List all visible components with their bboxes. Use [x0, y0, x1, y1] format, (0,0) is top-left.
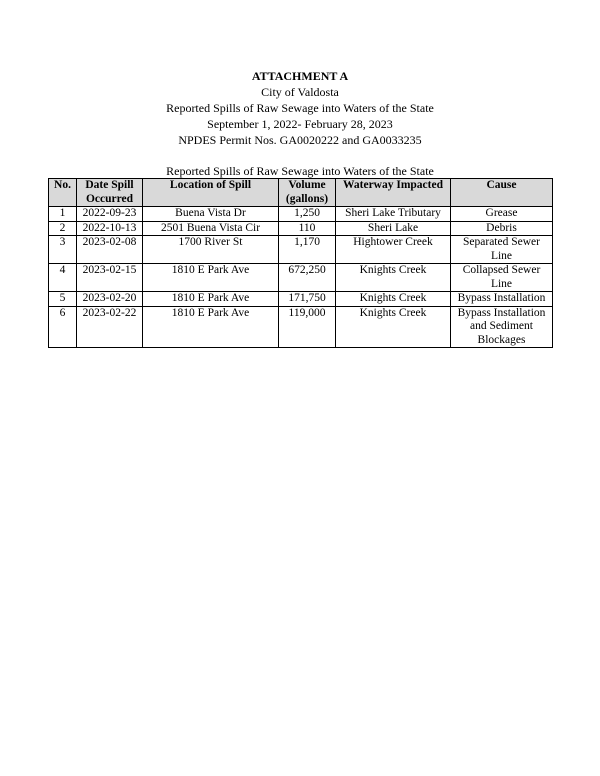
cell-location: 1810 E Park Ave [143, 306, 279, 348]
report-period: September 1, 2022- February 28, 2023 [207, 117, 393, 131]
cell-cause: Separated Sewer Line [451, 236, 553, 264]
cell-volume: 672,250 [279, 264, 336, 292]
cell-volume: 119,000 [279, 306, 336, 348]
cell-waterway: Sheri Lake [336, 221, 451, 236]
cell-volume: 110 [279, 221, 336, 236]
cell-volume: 1,170 [279, 236, 336, 264]
table-row [49, 306, 553, 348]
cell-location: 1700 River St [143, 236, 279, 264]
cell-date: 2023-02-20 [77, 292, 143, 307]
cell-date: 2022-10-13 [77, 221, 143, 236]
table-header-row [49, 179, 553, 207]
cell-volume: 171,750 [279, 292, 336, 307]
table-row [49, 221, 553, 236]
cell-date: 2023-02-15 [77, 264, 143, 292]
column-header-date: Date Spill Occurred [77, 179, 143, 207]
cell-date: 2023-02-08 [77, 236, 143, 264]
table-row [49, 264, 553, 292]
cell-no: 1 [49, 207, 77, 222]
cell-location: 1810 E Park Ave [143, 292, 279, 307]
cell-no: 5 [49, 292, 77, 307]
cell-cause: Bypass Installation [451, 292, 553, 307]
table-row [49, 292, 553, 307]
cell-date: 2022-09-23 [77, 207, 143, 222]
table-row [49, 236, 553, 264]
column-header-waterway: Waterway Impacted [336, 179, 451, 207]
cell-volume: 1,250 [279, 207, 336, 222]
cell-waterway: Hightower Creek [336, 236, 451, 264]
column-header-volume: Volume (gallons) [279, 179, 336, 207]
cell-cause: Bypass Installation and Sediment Blockages [451, 306, 553, 348]
cell-cause: Debris [451, 221, 553, 236]
column-header-cause: Cause [451, 179, 553, 207]
permit-numbers: NPDES Permit Nos. GA0020222 and GA0033235 [178, 133, 422, 147]
cell-location: 2501 Buena Vista Cir [143, 221, 279, 236]
cell-no: 6 [49, 306, 77, 348]
cell-no: 2 [49, 221, 77, 236]
cell-cause: Collapsed Sewer Line [451, 264, 553, 292]
cell-location: 1810 E Park Ave [143, 264, 279, 292]
table-row [49, 207, 553, 222]
column-header-no: No. [49, 179, 77, 207]
cell-waterway: Sheri Lake Tributary [336, 207, 451, 222]
document-header [0, 68, 600, 148]
spills-table [48, 178, 553, 348]
cell-date: 2023-02-22 [77, 306, 143, 348]
attachment-title: ATTACHMENT A [251, 69, 349, 83]
cell-no: 4 [49, 264, 77, 292]
cell-no: 3 [49, 236, 77, 264]
cell-waterway: Knights Creek [336, 292, 451, 307]
cell-cause: Grease [451, 207, 553, 222]
report-subject: Reported Spills of Raw Sewage into Waters of the State [166, 101, 434, 115]
cell-waterway: Knights Creek [336, 264, 451, 292]
table-caption: Reported Spills of Raw Sewage into Waters of the State [166, 164, 434, 178]
cell-location: Buena Vista Dr [143, 207, 279, 222]
city-name: City of Valdosta [261, 85, 339, 99]
cell-waterway: Knights Creek [336, 306, 451, 348]
column-header-location: Location of Spill [143, 179, 279, 207]
